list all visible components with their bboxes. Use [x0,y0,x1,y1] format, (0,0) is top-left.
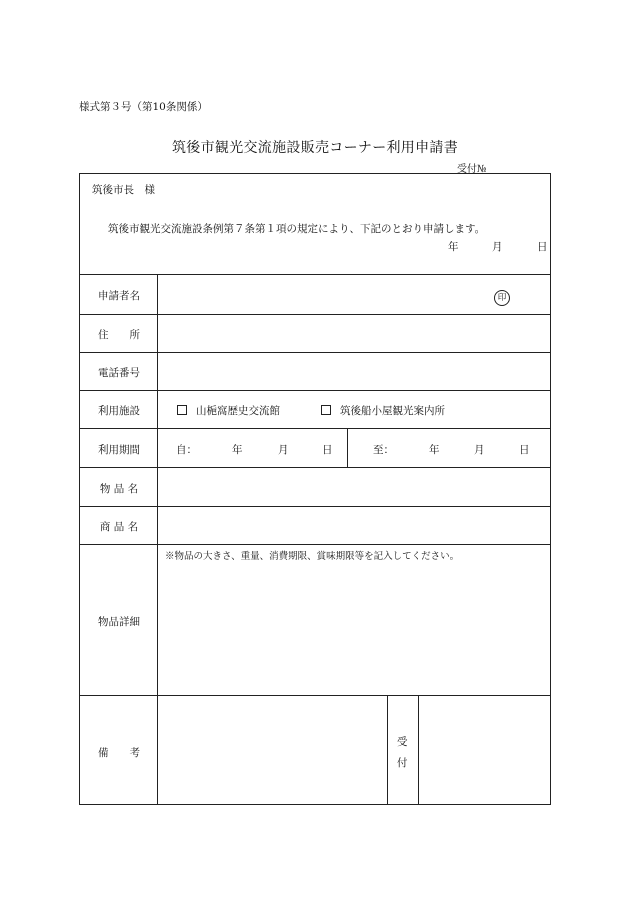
receipt-label-top: 受 [397,736,408,748]
receipt-number-label: 受付№ [457,164,487,175]
application-statement: 筑後市観光交流施設条例第７条第１項の規定により、下記のとおり申請します。 [108,223,486,235]
date-year-label: 年 [448,241,459,253]
item-detail-note: ※物品の大きさ、重量、消費期限、賞味期限等を記入してください。 [165,551,460,562]
applicant-name-label: 申請者名 [98,290,140,302]
facility-label: 利用施設 [98,405,140,417]
seal-mark-icon: 印 [494,290,510,306]
checkbox-icon[interactable] [321,405,331,415]
period-from-month: 月 [278,444,289,456]
addressee: 筑後市長 様 [92,184,155,196]
period-from-year: 年 [232,444,243,456]
phone-number-label: 電話番号 [98,367,140,379]
facility-option-1[interactable]: 山梔窩歴史交流館 [177,403,280,418]
remarks-label: 備 考 [98,747,140,759]
period-from-label: 自： [176,444,197,456]
document-title: 筑後市観光交流施設販売コーナー利用申請書 [172,140,458,156]
application-form-table [79,173,551,805]
address-label: 住 所 [98,329,140,341]
item-name-label: 物 品 名 [99,483,139,495]
checkbox-icon[interactable] [177,405,187,415]
usage-period-label: 利用期間 [98,444,140,456]
facility-option-2[interactable]: 筑後船小屋観光案内所 [321,403,445,418]
product-name-label: 商 品 名 [99,521,139,533]
period-to-year: 年 [429,444,440,456]
date-day-label: 日 [537,241,548,253]
item-detail-label: 物品詳細 [98,616,140,628]
period-from-day: 日 [322,444,333,456]
receipt-label-bottom: 付 [397,757,408,769]
form-number: 様式第３号（第10条関係） [79,101,208,113]
period-to-day: 日 [519,444,530,456]
date-month-label: 月 [492,241,503,253]
period-to-month: 月 [474,444,485,456]
period-to-label: 至： [373,444,394,456]
